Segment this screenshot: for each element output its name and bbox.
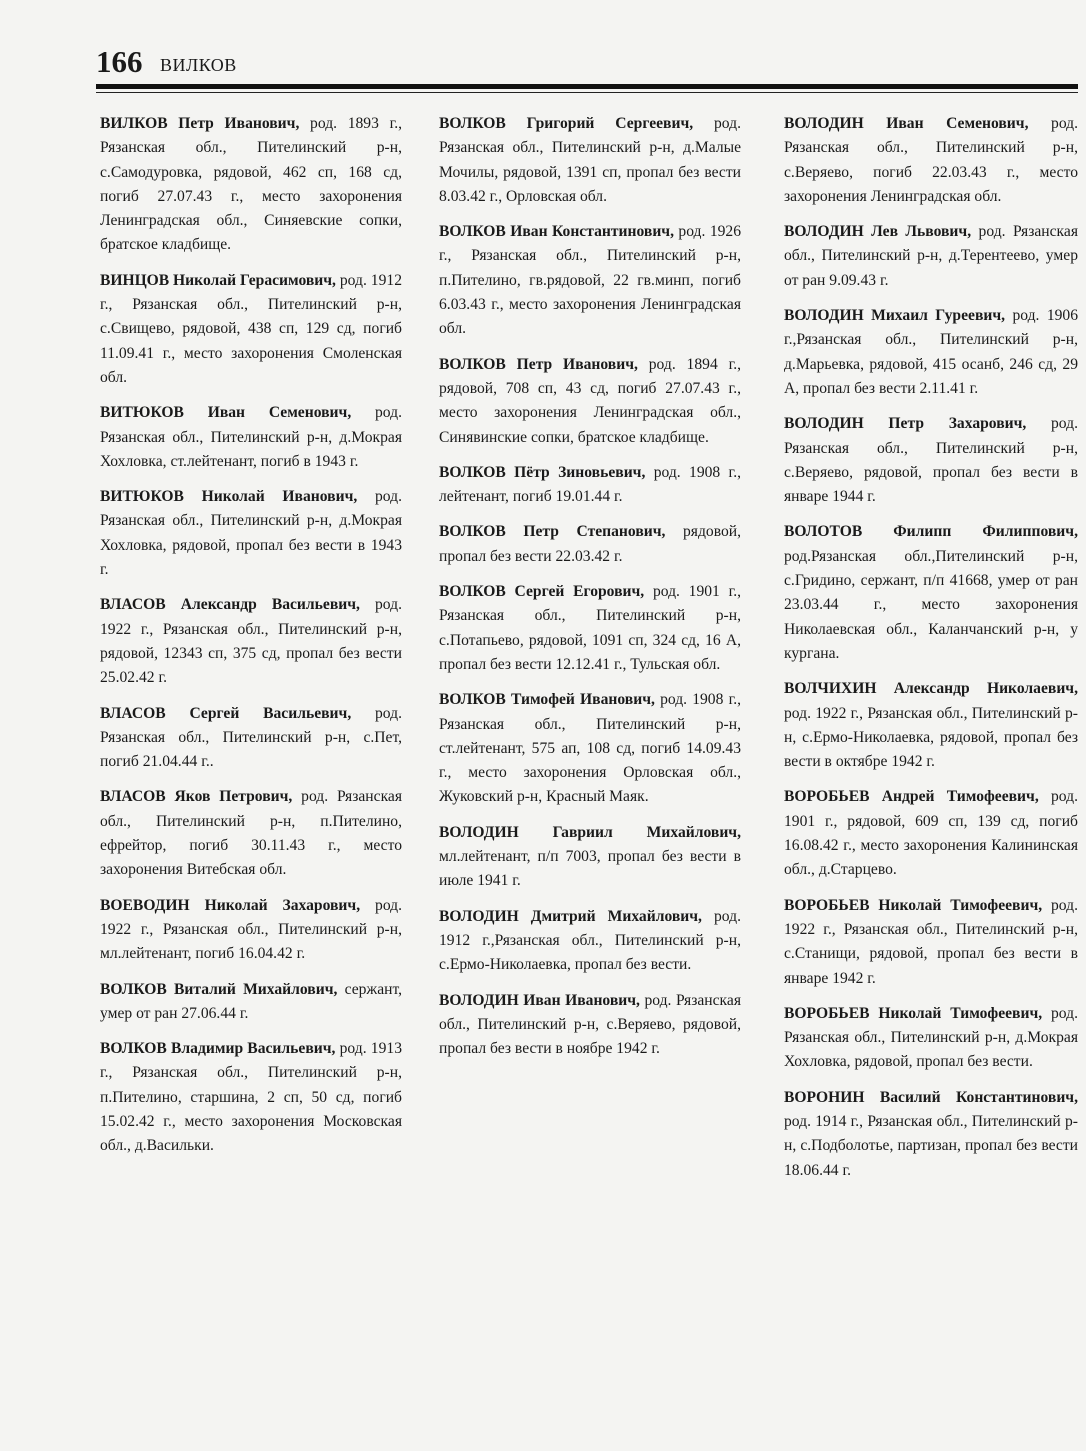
- column-1: [100, 112, 402, 1170]
- entry-name: ВЛАСОВ Сергей Васильевич,: [100, 704, 352, 722]
- entry-details: род. 1913 г., Рязанская обл., Пителинский р-н, п.Пителино, старшина, 2 сп, 50 сд, погиб 15.02.42 г., место захоронения Московская обл., д.Васильки.: [100, 1040, 402, 1155]
- entry-details: род. 1908 г., Рязанская обл., Пителинский р-н, ст.лейтенант, 575 ап, 108 сд, погиб 14.09.43 г., место захоронения Орловская обл., Жуковский р-н, Красный Маяк.: [439, 691, 741, 806]
- entry-name: ВОЛКОВ Сергей Егорович,: [439, 583, 645, 601]
- entry-name: ВИТЮКОВ Николай Иванович,: [100, 488, 358, 506]
- running-head: ВИЛКОВ: [160, 55, 237, 75]
- entry-name: ВИНЦОВ Николай Герасимович,: [100, 271, 336, 289]
- entry-details: род. 1912 г.,Рязанская обл., Пителинский р-н, с.Ермо-Николаевка, пропал без вести.: [439, 907, 741, 974]
- entry-details: род. 1914 г., Рязанская обл., Пителинский р-н, с.Подболотье, партизан, пропал без вести 18.06.44 г.: [784, 1112, 1078, 1179]
- column-3: [784, 112, 1078, 1194]
- entry: [784, 1086, 1078, 1183]
- entry-name: ВОРОБЬЕВ Андрей Тимофеевич,: [784, 788, 1039, 806]
- entry-name: ВОЛОТОВ Филипп Филиппович,: [784, 523, 1078, 541]
- entry-name: ВОЛКОВ Пётр Зиновьевич,: [439, 463, 646, 481]
- entry: [784, 112, 1078, 209]
- entry-details: род. Рязанская обл., Пителинский р-н, п.Пителино, ефрейтор, погиб 30.11.43 г., место захоронения Витебская обл.: [100, 788, 403, 879]
- entry: [100, 593, 402, 690]
- entry: [439, 688, 741, 809]
- entry: [784, 894, 1078, 991]
- entry-name: ВЛАСОВ Яков Петрович,: [100, 788, 293, 806]
- entry-details: сержант, умер от ран 27.06.44 г.: [100, 980, 402, 1022]
- entry-name: ВИЛКОВ Петр Иванович,: [100, 115, 300, 132]
- entry-name: ВОЛКОВ Петр Степанович,: [439, 523, 666, 541]
- entry-name: ВОЛОДИН Михаил Гуреевич,: [784, 307, 1006, 325]
- entry: [100, 785, 402, 882]
- entry: [784, 304, 1078, 401]
- header-rule-thick: [96, 84, 1078, 89]
- entry-name: ВОЛКОВ Тимофей Иванович,: [439, 691, 655, 709]
- entry-details: род. Рязанская обл., Пителинский р-н, д.Мокрая Хохловка, ст.лейтенант, погиб в 1943 г.: [100, 404, 402, 470]
- entry-details: род. 1906 г.,Рязанская обл., Пителинский р-н, д.Марьевка, рядовой, 415 осанб, 246 сд, 29 А, пропал без вести 2.11.41 г.: [784, 307, 1079, 397]
- entry-name: ВОЛОДИН Иван Иванович,: [439, 991, 640, 1009]
- entry-name: ВОЛКОВ Виталий Михайлович,: [100, 980, 338, 998]
- entry-details: род. Рязанская обл., Пителинский р-н, с.Пет, погиб 21.04.44 г..: [100, 704, 402, 771]
- entry: [439, 220, 741, 341]
- entry-name: ВОЛОДИН Петр Захарович,: [784, 415, 1027, 433]
- entry: [100, 485, 402, 582]
- entry: [784, 220, 1078, 293]
- entry: [439, 520, 741, 569]
- entry: [784, 785, 1078, 882]
- entry-details: род. 1908 г., лейтенант, погиб 19.01.44 г.: [439, 463, 741, 506]
- entry-name: ВОЛОДИН Гавриил Михайлович,: [439, 823, 741, 841]
- entry: [439, 353, 741, 450]
- entry: [439, 112, 741, 209]
- entry-details: род. Рязанская обл., Пителинский р-н, с.Веряево, рядовой, пропал без вести в январе 1944 г.: [784, 415, 1078, 506]
- entry-name: ВОРОНИН Василий Константинович,: [784, 1088, 1078, 1106]
- entry-name: ВЛАСОВ Александр Васильевич,: [100, 596, 360, 614]
- entry-details: род. Рязанская обл., Пителинский р-н, с.Веряево, погиб 22.03.43 г., место захоронения Ленинградская обл.: [784, 115, 1078, 205]
- entry: [784, 412, 1078, 509]
- entry-details: род. 1894 г., рядовой, 708 сп, 43 сд, погиб 27.07.43 г., место захоронения Ленинградская обл., Синявинские сопки, братское кладбище.: [439, 355, 742, 446]
- page-number: 166: [96, 44, 143, 79]
- entry: [439, 989, 741, 1062]
- entry-details: род. Рязанская обл., Пителинский р-н, с.Веряево, рядовой, пропал без вести в ноябре 1942 г.: [439, 991, 741, 1058]
- entry: [100, 112, 402, 258]
- entry-details: род. Рязанская обл., Пителинский р-н, д.Малые Мочилы, рядовой, 1391 сп, пропал без вести 8.03.42 г., Орловская обл.: [439, 115, 741, 205]
- entry: [784, 1002, 1078, 1075]
- entry: [439, 461, 741, 510]
- entry-name: ВИТЮКОВ Иван Семенович,: [100, 404, 352, 422]
- entry: [439, 821, 741, 894]
- entry: [439, 905, 741, 978]
- entry-name: ВОРОБЬЕВ Николай Тимофеевич,: [784, 1004, 1043, 1022]
- entry-name: ВОЛЧИХИН Александр Николаевич,: [784, 680, 1078, 698]
- entry-details: род. 1922 г., Рязанская обл., Пителинский р-н, с.Станищи, рядовой, пропал без вести в январе 1942 г.: [784, 896, 1078, 987]
- entry-details: род. 1893 г., Рязанская обл., Пителинский р-н, с.Самодуровка, рядовой, 462 сп, 168 сд, погиб 27.07.43 г., место захоронения Ленинградская обл., Синяевские сопки, братское кладбище.: [100, 115, 403, 254]
- entry-details: род. 1901 г., рядовой, 609 сп, 139 сд, погиб 16.08.42 г., место захоронения Калининская обл., д.Старцево.: [784, 788, 1078, 879]
- entry-details: род. 1922 г., Рязанская обл., Пителинский р-н, мл.лейтенант, погиб 16.04.42 г.: [100, 896, 402, 963]
- entry-name: ВОЕВОДИН Николай Захарович,: [100, 896, 361, 914]
- entry-details: род. Рязанская обл., Пителинский р-н, д.Мокрая Хохловка, рядовой, пропал без вести.: [784, 1004, 1078, 1071]
- entry-details: род. 1901 г., Рязанская обл., Пителинский р-н, с.Потапьево, рядовой, 1091 сп, 324 сд, 16 А, пропал без вести 12.12.41 г., Тульская обл.: [439, 583, 742, 673]
- entry-name: ВОЛОДИН Дмитрий Михайлович,: [439, 907, 702, 925]
- entry-name: ВОЛОДИН Иван Семенович,: [784, 115, 1029, 132]
- entry-details: рядовой, пропал без вести 22.03.42 г.: [439, 523, 741, 565]
- entry-details: род. 1926 г., Рязанская обл., Пителинский р-н, п.Пителино, гв.рядовой, 22 гв.минп, погиб 6.03.43 г., место захоронения Ленинградская обл.: [439, 223, 742, 338]
- entry-name: ВОЛКОВ Владимир Васильевич,: [100, 1040, 336, 1058]
- entry: [784, 677, 1078, 774]
- column-2: [439, 112, 741, 1072]
- entry-details: род. 1922 г., Рязанская обл., Пителинский р-н, рядовой, 12343 сп, 375 сд, пропал без вести 25.02.42 г.: [100, 596, 402, 687]
- entry-details: род. 1922 г., Рязанская обл., Пителинский р-н, с.Ермо-Николаевка, рядовой, пропал без вести в октябре 1942 г.: [784, 704, 1078, 771]
- entry: [100, 269, 402, 390]
- header-rule-thin: [96, 92, 1078, 93]
- entry-details: род.Рязанская обл.,Пителинский р-н, с.Гридино, сержант, п/п 41668, умер от ран 23.03.44 г., место захоронения Николаевская обл., Каланчанский р-н, у кургана.: [784, 547, 1078, 662]
- entry-name: ВОЛКОВ Петр Иванович,: [439, 355, 638, 373]
- entry-details: мл.лейтенант, п/п 7003, пропал без вести в июле 1941 г.: [439, 848, 741, 890]
- entry-name: ВОЛКОВ Григорий Сергеевич,: [439, 115, 694, 132]
- text-columns: [100, 112, 1078, 1432]
- entry: [100, 401, 402, 474]
- entry-name: ВОЛОДИН Лев Львович,: [784, 223, 972, 241]
- page-header: [96, 40, 1076, 84]
- entry-name: ВОЛКОВ Иван Константинович,: [439, 223, 674, 241]
- entry: [439, 580, 741, 677]
- entry-details: род. Рязанская обл., Пителинский р-н, д.Мокрая Хохловка, рядовой, пропал без вести в 1943 г.: [100, 488, 402, 579]
- entry: [100, 978, 402, 1027]
- entry-name: ВОРОБЬЕВ Николай Тимофеевич,: [784, 896, 1043, 914]
- entry: [784, 520, 1078, 666]
- entry-details: род. Рязанская обл., Пителинский р-н, д.Терентеево, умер от ран 9.09.43 г.: [784, 223, 1078, 289]
- entry: [100, 702, 402, 775]
- entry: [100, 1037, 402, 1158]
- entry-details: род. 1912 г., Рязанская обл., Пителинский р-н, с.Свищево, рядовой, 438 сп, 129 сд, погиб 11.09.41 г., место захоронения Смоленская обл.: [100, 271, 402, 386]
- entry: [100, 894, 402, 967]
